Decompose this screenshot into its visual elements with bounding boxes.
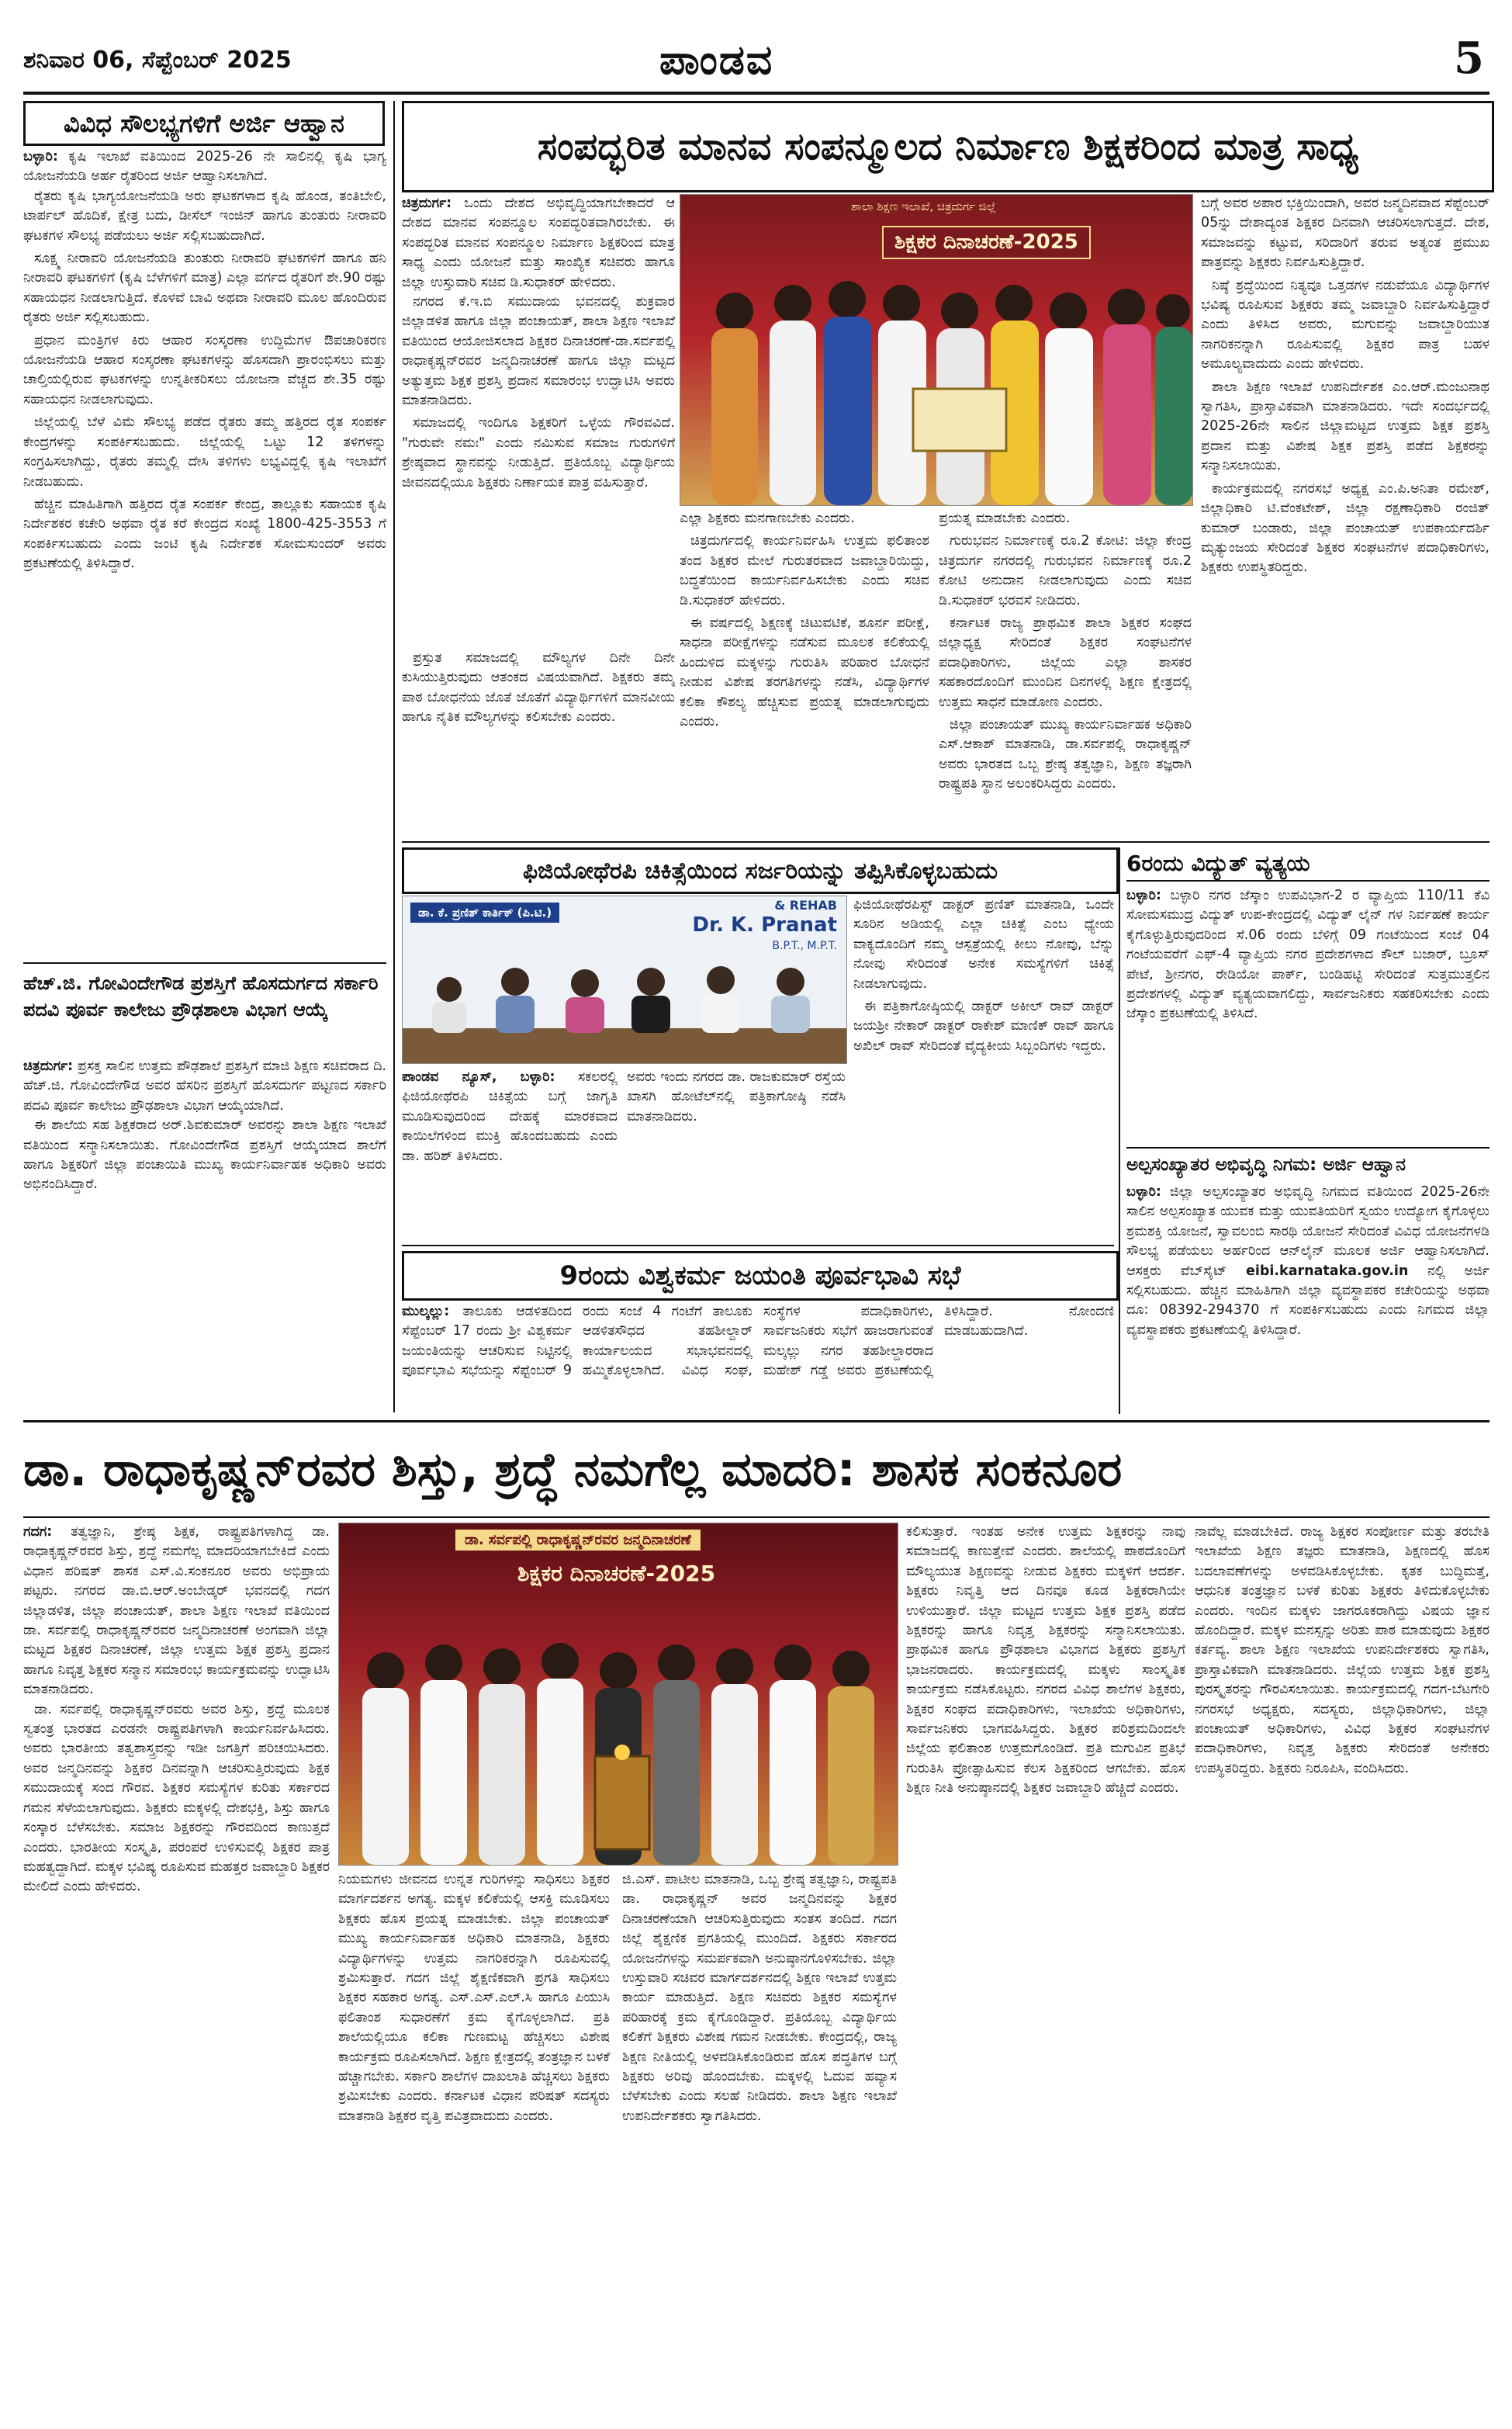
headline-college: ಹೆಚ್.ಜಿ. ಗೋವಿಂದೇಗೌಡ ಪ್ರಶಸ್ತಿಗೆ ಹೊಸದುರ್ಗದ ಸರ್ಕಾರಿ ಪದವಿ ಪೂರ್ವ ಕಾಲೇಜು ಪ್ರೌಢಶಾಲಾ ವಿಭಾಗ ಆಯ್ಕೆ [23, 972, 379, 1020]
headline-schemes: ವಿವಿಧ ಸೌಲಭ್ಯಗಳಿಗೆ ಅರ್ಜಿ ಆಹ್ವಾನ [23, 101, 385, 146]
paragraph: ಜಿಲ್ಲಾ ಪಂಚಾಯತ್ ಮುಖ್ಯ ಕಾರ್ಯನಿರ್ವಾಹಕ ಅಧಿಕಾರಿ ಎಸ್.ಆಕಾಶ್ ಮಾತನಾಡಿ, ಡಾ.ಸರ್ವಪಲ್ಲಿ ರಾಧಾಕೃಷ್ಣನ್ ಅವರು ಭಾರತದ ಒಬ್ಬ ಶ್ರೇಷ್ಠ ತತ್ವಜ್ಞಾನಿ, ಶಿಕ್ಷಣ ತಜ್ಞರಾಗಿ ರಾಷ್ಟ್ರಪತಿ ಸ್ಥಾನ ಅಲಂಕರಿಸಿದ್ದರು ಎಂದರು. [939, 717, 1192, 792]
photo-sign-right2: B.P.T., M.P.T. [772, 940, 837, 952]
masthead-rule [23, 92, 1490, 95]
photo-sign-left: ಡಾ. ಕೆ. ಪ್ರಣಿತ್ ಕಾರ್ತಿಕ್ (ಪಿ.ಟಿ.) [410, 903, 559, 923]
photo-people [680, 195, 1192, 505]
separator [23, 962, 386, 964]
paragraph: ಚಿತ್ರದುರ್ಗದಲ್ಲಿ ಕಾರ್ಯನಿರ್ವಹಿಸಿ ಉತ್ತಮ ಫಲಿತಾಂಶ ತಂದ ಶಿಕ್ಷಕರ ಮೇಲೆ ಗುರುತರವಾದ ಜವಾಬ್ದಾರಿಯಿದ್ದು, ಬದ್ಧತೆಯಿಂದ ಕಾರ್ಯನಿರ್ವಹಿಸಬೇಕು ಎಂದು ಸಚಿವ ಡಿ.ಸುಧಾಕರ್ ಹೇಳಿದರು. [680, 533, 929, 608]
paragraph: ಪ್ರಧಾನ ಮಂತ್ರಿಗಳ ಕಿರು ಆಹಾರ ಸಂಸ್ಕರಣಾ ಉದ್ದಿಮೆಗಳ ಔಪಚಾರಿಕರಣ ಯೋಜನೆಯಡಿ ಆಹಾರ ಸಂಸ್ಕರಣಾ ಘಟಕಗಳನ್ನು ಹೊಸದಾಗಿ ಪ್ರಾರಂಭಿಸಲು ಮತ್ತು ಚಾಲ್ತಿಯಲ್ಲಿರುವ ಘಟಕಗಳನ್ನು ಉನ್ನತೀಕರಿಸಲು ಯೋಜನಾ ವೆಚ್ಚದ ಶೇ.35 ರಷ್ಟು ಸಹಾಯಧನ ನೀಡಲಾಗುವುದು. [23, 332, 386, 407]
paragraph: ರೈತರು ಕೃಷಿ ಭಾಗ್ಯಯೋಜನೆಯಡಿ ಅರು ಘಟಕಗಳಾದ ಕೃಷಿ ಹೊಂಡ, ತಂತಿಬೇಲಿ, ಟಾರ್ಪಲ್ ಹೊದಿಕೆ, ಕ್ಷೇತ್ರ ಬದು, ಡೀಸೆಲ್ ಇಂಜಿನ್ ಹಾಗೂ ತುಂತುರು ನೀರಾವರಿ ಘಟಕಗಳ ಸೌಲಭ್ಯ ಪಡೆಯಲು ಅರ್ಜಿ ಸಲ್ಲಿಸಬಹುದಾಗಿದೆ. [23, 188, 386, 244]
paragraph: ಬಳ್ಳಾರಿ ನಗರ ಜೆಸ್ಕಾಂ ಉಪವಿಭಾಗ-2 ರ ವ್ಯಾಪ್ತಿಯ 110/11 ಕೆವಿ ಸೋಮಸಮುದ್ರ ವಿದ್ಯುತ್ ಉಪ-ಕೇಂದ್ರದಲ್ಲಿ ವಿದ್ಯುತ್ ಲೈನ್ ಗಳ ನಿರ್ವಹಣೆ ಕಾರ್ಯ ಕೈಗೊಳ್ಳುತ್ತಿರುವುದರಿಂದ ಸೆ.06 ರಂದು ಬೆಳಿಗ್ಗೆ 09 ಗಂಟೆಯಿಂದ ಸಂಜೆ 04 ಗಂಟೆಯವರೆಗೆ ಎಫ್-4 ವ್ಯಾಪ್ತಿಯ ನಗರ ಪ್ರದೇಶಗಳಾದ ಕೌಲ್ ಬಜಾರ್, ಬ್ರೂಸ್ ಪೇಟೆ, ಶ್ರೀನಗರ, ರೇಡಿಯೋ ಪಾರ್ಕ್, ಬಂಡಿಹಟ್ಟಿ ಸೇರಿದಂತೆ ಸುತ್ತಮುತ್ತಲಿನ ಪ್ರದೇಶಗಳಲ್ಲಿ ವಿದ್ಯುತ್ ವ್ಯತ್ಯಯವಾಗಲಿದ್ದು, ಸಾರ್ವಜನಿಕರು ಸಹಕರಿಸಬೇಕು ಎಂದು ಜೆಸ್ಕಾಂ ಪ್ರಕಟಣೆಯಲ್ಲಿ ತಿಳಿಸಿದೆ. [1126, 888, 1490, 1022]
paragraph: ಎಲ್ಲಾ ಶಿಕ್ಷಕರು ಮನಗಾಣಬೇಕು ಎಂದರು. [680, 511, 855, 526]
paragraph: ಅವರು ಇಂದು ನಗರದ ಡಾ. ರಾಜಕುಮಾರ್ ರಸ್ತೆಯ ಖಾಸಗಿ ಹೋಟೆಲ್‌ನಲ್ಲಿ ಪತ್ರಿಕಾಗೋಷ್ಠಿ ನಡೆಸಿ ಮಾತನಾಡಿದರು. [627, 1069, 846, 1124]
photo-banner: ಶಿಕ್ಷಕರ ದಿನಾಚರಣೆ-2025 [882, 226, 1091, 259]
newspaper-title: ಪಾಂಡವ [659, 37, 774, 84]
dateline: ಬಳ್ಳಾರಿ: [23, 149, 58, 165]
paragraph: ನಾವೆಲ್ಲ ಮಾಡಬೇಕಿದೆ. ರಾಜ್ಯ ಶಿಕ್ಷಕರ ಸಂಪೋರ್ಣ ಮತ್ತು ತರಬೇತಿ ಇಲಾಖೆಯ ಶಿಕ್ಷಣ ತಜ್ಞರು ಮಾತನಾಡಿ, ಶಿಕ್ಷಣದಲ್ಲಿ ಹೊಸ ಬದಲಾವಣೆಗಳನ್ನು ಅಳವಡಿಸಿಕೊಳ್ಳಬೇಕು. ಕೃತಕ ಬುದ್ಧಿಮತ್ತೆ, ಆಧುನಿಕ ತಂತ್ರಜ್ಞಾನ ಬಳಕೆ ಕುರಿತು ಶಿಕ್ಷಕರು ತಿಳಿದುಕೊಳ್ಳಬೇಕು ಎಂದರು. ಇಂದಿನ ಮಕ್ಕಳು ಜಾಗರೂಕರಾಗಿದ್ದು ವಿಷಯ ಜ್ಞಾನ ಹೊಂದಿದ್ದಾರೆ. ಮಕ್ಕಳ ಮನಸ್ಸನ್ನು ಅರಿತು ಪಾಠ ಮಾಡುವುದು ಶಿಕ್ಷಕರ ಕರ್ತವ್ಯ. ಶಾಲಾ ಶಿಕ್ಷಣ ಇಲಾಖೆಯ ಉಪನಿರ್ದೇಶಕರು ಸ್ವಾಗತಿಸಿ, ಪ್ರಾಸ್ತಾವಿಕವಾಗಿ ಮಾತನಾಡಿದರು. ಜಿಲ್ಲೆಯ ಉತ್ತಮ ಶಿಕ್ಷಕ ಪ್ರಶಸ್ತಿ ಪುರಸ್ಕೃತರನ್ನು ಗೌರವಿಸಲಾಯಿತು. ಕಾರ್ಯಕ್ರಮದಲ್ಲಿ ಗದಗ-ಬೆಟಗೇರಿ ನಗರಸಭೆ ಅಧ್ಯಕ್ಷರು, ಸದಸ್ಯರು, ಜಿಲ್ಲಾಧಿಕಾರಿಗಳು, ಜಿಲ್ಲಾ ಪಂಚಾಯತ್ ಅಧಿಕಾರಿಗಳು, ವಿವಿಧ ಶಿಕ್ಷಕರ ಸಂಘಟನೆಗಳ ಪದಾಧಿಕಾರಿಗಳು, ನಿವೃತ್ತ ಶಿಕ್ಷಕರು ಸೇರಿದಂತೆ ಅನೇಕರು ಉಪಸ್ಥಿತರಿದ್ದರು. ಶಿಕ್ಷಕರು ನಿರೂಪಿಸಿ, ವಂದಿಸಿದರು. [1195, 1524, 1490, 1776]
paragraph: ನಗರದ ಕೆ.ಇ.ಬಿ ಸಮುದಾಯ ಭವನದಲ್ಲಿ ಶುಕ್ರವಾರ ಜಿಲ್ಲಾಡಳಿತ ಹಾಗೂ ಜಿಲ್ಲಾ ಪಂಚಾಯತ್, ಶಾಲಾ ಶಿಕ್ಷಣ ಇಲಾಖೆ ವತಿಯಿಂದ ಆಯೋಜಿಸಲಾದ ಶಿಕ್ಷಕರ ದಿನಾಚರಣೆ-ಡಾ.ಸರ್ವಪಲ್ಲಿ ರಾಧಾಕೃಷ್ಣನ್‌ರವರ ಜನ್ಮದಿನಾಚರಣೆ ಹಾಗೂ ಜಿಲ್ಲಾ ಮಟ್ಟದ ಅತ್ಯುತ್ತಮ ಶಿಕ್ಷಕ ಪ್ರಶಸ್ತಿ ಪ್ರದಾನ ಸಮಾರಂಭ ಉದ್ಘಾಟಿಸಿ ಅವರು ಮಾತನಾಡಿದರು. [402, 294, 675, 409]
article-mla-col5 [1195, 1523, 1490, 2407]
photo-physio [402, 896, 847, 1064]
paragraph: ಸಮಾಜದಲ್ಲಿ ಇಂದಿಗೂ ಶಿಕ್ಷಕರಿಗೆ ಒಳ್ಳೆಯ ಗೌರವವಿದೆ. "ಗುರುವೇ ನಮಃ" ಎಂದು ನಮಿಸುವ ಸಮಾಜ ಗುರುಗಳಿಗೆ ಶ್ರೇಷ್ಠವಾದ ಸ್ಥಾನವನ್ನು ನೀಡುತ್ತಿದೆ. ಪ್ರತಿಯೊಬ್ಬ ವಿದ್ಯಾರ್ಥಿಯ ಜೀವನದಲ್ಲಿಯೂ ಶಿಕ್ಷಕರು ನಿರ್ಣಾಯಕ ಪಾತ್ರ ವಹಿಸುತ್ತಾರೆ. [402, 415, 675, 490]
article-vishwakarma-body [402, 1302, 1114, 1415]
paragraph: ನಲ್ಲಿ ಅರ್ಜಿ ಸಲ್ಲಿಸಬಹುದು. ಹೆಚ್ಚಿನ ಮಾಹಿತಿಗಾಗಿ ಜಿಲ್ಲಾ ವ್ಯವಸ್ಥಾಪಕರ ಕಚೇರಿಯನ್ನು ಅಥವಾ ದೂ: 08392-294370 ಗೆ ಸಂಪರ್ಕಿಸಬಹುದು ಎಂದು ನಿಗಮದ ಜಿಲ್ಲಾ ವ್ಯವಸ್ಥಾಪಕರು ಪ್ರಕಟಣೆಯಲ್ಲಿ ತಿಳಿಸಿದ್ದಾರೆ. [1126, 1263, 1490, 1338]
paragraph: ನಿಯಮಗಳು ಜೀವನದ ಉನ್ನತ ಗುರಿಗಳನ್ನು ಸಾಧಿಸಲು ಶಿಕ್ಷಕರ ಮಾರ್ಗದರ್ಶನ ಅಗತ್ಯ. ಮಕ್ಕಳ ಕಲಿಕೆಯಲ್ಲಿ ಆಸಕ್ತಿ ಮೂಡಿಸಲು ಶಿಕ್ಷಕರು ಹೊಸ ಪ್ರಯತ್ನ ಮಾಡಬೇಕು. ಜಿಲ್ಲಾ ಪಂಚಾಯತ್ ಮುಖ್ಯ ಕಾರ್ಯನಿರ್ವಾಹಕ ಅಧಿಕಾರಿ ಮಾತನಾಡಿ, ಶಿಕ್ಷಕರು ವಿದ್ಯಾರ್ಥಿಗಳನ್ನು ಉತ್ತಮ ನಾಗರಿಕರನ್ನಾಗಿ ರೂಪಿಸುವಲ್ಲಿ ಶ್ರಮಿಸುತ್ತಾರೆ. ಗದಗ ಜಿಲ್ಲೆ ಶೈಕ್ಷಣಿಕವಾಗಿ ಪ್ರಗತಿ ಸಾಧಿಸಲು ಶಿಕ್ಷಕರ ಸಹಕಾರ ಅಗತ್ಯ. ಎಸ್.ಎಸ್.ಎಲ್.ಸಿ ಹಾಗೂ ಪಿಯುಸಿ ಫಲಿತಾಂಶ ಸುಧಾರಣೆಗೆ ಕ್ರಮ ಕೈಗೊಳ್ಳಲಾಗಿದೆ. ಪ್ರತಿ ಶಾಲೆಯಲ್ಲಿಯೂ ಕಲಿಕಾ ಗುಣಮಟ್ಟ ಹೆಚ್ಚಿಸಲು ವಿಶೇಷ ಕಾರ್ಯಕ್ರಮ ರೂಪಿಸಲಾಗಿದೆ. ಶಿಕ್ಷಣ ಕ್ಷೇತ್ರದಲ್ಲಿ ತಂತ್ರಜ್ಞಾನ ಬಳಕೆ ಹೆಚ್ಚಾಗಬೇಕು. ಸರ್ಕಾರಿ ಶಾಲೆಗಳ ದಾಖಲಾತಿ ಹೆಚ್ಚಿಸಲು ಶಿಕ್ಷಕರು ಶ್ರಮಿಸಬೇಕು ಎಂದರು. ಕರ್ನಾಟಕ ವಿಧಾನ ಪರಿಷತ್ ಸದಸ್ಯರು ಮಾತನಾಡಿ ಶಿಕ್ಷಕರ ವೃತ್ತಿ ಪವಿತ್ರವಾದುದು ಎಂದರು. [338, 1872, 610, 2124]
article-teachers-below-left [680, 509, 929, 835]
photo-mla-people [339, 1523, 898, 1865]
article-mla-col3 [622, 1870, 897, 2406]
photo-teachers-day [680, 194, 1193, 506]
headline-teachers: ಸಂಪದ್ಭರಿತ ಮಾನವ ಸಂಪನ್ಮೂಲದ ನಿರ್ಮಾಣ ಶಿಕ್ಷಕರಿಂದ ಮಾತ್ರ ಸಾಧ್ಯ [402, 101, 1494, 192]
headline-physio: ಫಿಜಿಯೋಥೆರಪಿ ಚಿಕಿತ್ಸೆಯಿಂದ ಸರ್ಜರಿಯನ್ನು ತಪ್ಪಿಸಿಕೊಳ್ಳಬಹುದು [402, 847, 1119, 894]
paragraph: ಫಿಜಿಯೋಥೆರಪಿಸ್ಟ್ ಡಾಕ್ಟರ್ ಪ್ರಣಿತ್ ಮಾತನಾಡಿ, ಒಂದೇ ಸೂರಿನ ಅಡಿಯಲ್ಲಿ ಎಲ್ಲಾ ಚಿಕಿತ್ಸೆ ಎಂಬ ಧ್ಯೇಯ ವಾಕ್ಯದೊಂದಿಗೆ ನಮ್ಮ ಆಸ್ಪತ್ರೆಯಲ್ಲಿ ಕೀಲು ನೋವು, ಬೆನ್ನು ನೋವು ಸೇರಿದಂತೆ ಅನೇಕ ಸಮಸ್ಯೆಗಳಿಗೆ ಚಿಕಿತ್ಸೆ ನೀಡಲಾಗುವುದು. [853, 897, 1114, 992]
paragraph: ಕಾರ್ಯಕ್ರಮದಲ್ಲಿ ನಗರಸಭೆ ಅಧ್ಯಕ್ಷ ಎಂ.ಪಿ.ಅನಿತಾ ರಮೇಶ್, ಜಿಲ್ಲಾಧಿಕಾರಿ ಟಿ.ವೆಂಕಟೇಶ್, ಜಿಲ್ಲಾ ರಕ್ಷಣಾಧಿಕಾರಿ ರಂಜಿತ್ ಕುಮಾರ್ ಬಂಡಾರು, ಜಿಲ್ಲಾ ಪಂಚಾಯತ್ ಉಪಕಾರ್ಯದರ್ಶಿ ಮೃತ್ಯುಂಜಯ ಸೇರಿದಂತೆ ಶಿಕ್ಷಕರ ಸಂಘಟನೆಗಳ ಪದಾಧಿಕಾರಿಗಳು, ಶಿಕ್ಷಕರು ಉಪಸ್ಥಿತರಿದ್ದರು. [1201, 480, 1490, 576]
paragraph: ತಾಲೂಕು ಆಡಳಿತದಿಂದ ಸೆಪ್ಟೆಂಬರ್ 17 ರಂದು ಶ್ರೀ ವಿಶ್ವಕರ್ಮ ಜಯಂತಿಯನ್ನು ಆಚರಿಸುವ ನಿಟ್ಟಿನಲ್ಲಿ ಪೂರ್ವಭಾವಿ ಸಭೆಯನ್ನು ಸೆಪ್ಟೆಂಬರ್ 9 ರಂದು ಸಂಜೆ 4 ಗಂಟೆಗೆ ತಾಲೂಕು ಆಡಳಿತಸೌಧದ ತಹಶೀಲ್ದಾರ್ ಕಾರ್ಯಾಲಯದ ಸಭಾಭವನದಲ್ಲಿ ಹಮ್ಮಿಕೊಳ್ಳಲಾಗಿದೆ. ವಿವಿಧ ಸಂಘ, ಸಂಸ್ಥೆಗಳ ಪದಾಧಿಕಾರಿಗಳು, ಸಾರ್ವಜನಿಕರು ಸಭೆಗೆ ಹಾಜರಾಗುವಂತೆ ಮಲ್ಕಲ್ಲು ನಗರ ತಹಶೀಲ್ದಾರರಾದ ಮಹೇಶ್ ಗಡ್ಡೆ ಅವರು ಪ್ರಕಟಣೆಯಲ್ಲಿ ತಿಳಿಸಿದ್ದಾರೆ. ನೋಂದಣಿ ಮಾಡಬಹುದಾಗಿದೆ. [402, 1304, 1114, 1379]
paragraph: ಈ ಪತ್ರಿಕಾಗೋಷ್ಠಿಯಲ್ಲಿ ಡಾಕ್ಟರ್ ಅಕೀಲ್ ರಾವ್ ಡಾಕ್ಟರ್ ಜಯಶ್ರೀ ನೇಕಾರ್ ಡಾಕ್ಟರ್ ರಾಕೇಶ್ ಮಾಣಿಕ್ ರಾವ್ ಹಾಗೂ ಅಖಿಲ್ ರಾವ್ ಸೇರಿದಂತೆ ವೈದ್ಯಕೀಯ ಸಿಬ್ಬಂದಿಗಳು ಇದ್ದರು. [853, 999, 1114, 1054]
separator [402, 1245, 1114, 1246]
separator [1126, 1147, 1490, 1149]
article-teachers-col1-cont [402, 649, 675, 835]
paragraph: ಸಕಲರಲ್ಲಿ ಫಿಜಿಯೋಥೆರಪಿ ಚಿಕಿತ್ಸೆಯ ಬಗ್ಗೆ ಜಾಗೃತಿ ಮೂಡಿಸುವುದರಿಂದ ದೇಹಕ್ಕೆ ಮಾರಕವಾದ ಕಾಯಿಲೆಗಳಿಂದ ಮುಕ್ತಿ ಹೊಂದಬಹುದು ಎಂದು ಡಾ. ಹರಿಶ್ ತಿಳಿಸಿದರು. [402, 1069, 618, 1164]
separator [402, 841, 1490, 843]
headline-mla: ಡಾ. ರಾಧಾಕೃಷ್ಣನ್‌ರವರ ಶಿಸ್ತು, ಶ್ರದ್ಧೆ ನಮಗೆಲ್ಲ ಮಾದರಿ: ಶಾಸಕ ಸಂಕನೂರ [23, 1443, 1123, 1497]
paragraph: ಕಲಿಸುತ್ತಾರೆ. ಇಂತಹ ಅನೇಕ ಉತ್ತಮ ಶಿಕ್ಷಕರನ್ನು ನಾವು ಸಮಾಜದಲ್ಲಿ ಕಾಣುತ್ತೇವೆ ಎಂದರು. ಶಾಲೆಯಲ್ಲಿ ಪಾಠದೊಂದಿಗೆ ಮೌಲ್ಯಯುತ ಶಿಕ್ಷಣವನ್ನು ನೀಡುವ ಶಿಕ್ಷಕರು ಮಕ್ಕಳಿಗೆ ಆದರ್ಶ. ಶಿಕ್ಷಕರು ನಿವೃತ್ತಿ ಆದ ದಿನವೂ ಕೂಡ ಶಿಕ್ಷಕರಾಗಿಯೇ ಉಳಿಯುತ್ತಾರೆ. ಜಿಲ್ಲಾ ಮಟ್ಟದ ಉತ್ತಮ ಶಿಕ್ಷಕ ಪ್ರಶಸ್ತಿ ಪಡೆದ ಶಿಕ್ಷಕರನ್ನು ಹಾಗೂ ನಿವೃತ್ತ ಶಿಕ್ಷಕರನ್ನು ಸನ್ಮಾನಿಸಲಾಯಿತು. ಪ್ರಾಥಮಿಕ ಹಾಗೂ ಪ್ರೌಢಶಾಲಾ ವಿಭಾಗದ ಶಿಕ್ಷಕರು ಪ್ರಶಸ್ತಿಗೆ ಭಾಜನರಾದರು. ಕಾರ್ಯಕ್ರಮದಲ್ಲಿ ಮಕ್ಕಳು ಸಾಂಸ್ಕೃತಿಕ ಕಾರ್ಯಕ್ರಮ ನಡೆಸಿಕೊಟ್ಟರು. ನಗರದ ವಿವಿಧ ಶಾಲೆಗಳ ಶಿಕ್ಷಕರು, ಶಿಕ್ಷಕರ ಸಂಘದ ಪದಾಧಿಕಾರಿಗಳು, ಇಲಾಖೆಯ ಅಧಿಕಾರಿಗಳು, ಸಾರ್ವಜನಿಕರು ಭಾಗವಹಿಸಿದ್ದರು. ಶಿಕ್ಷಕರ ಪರಿಶ್ರಮದಿಂದಲೇ ಜಿಲ್ಲೆಯ ಫಲಿತಾಂಶ ಉತ್ತಮಗೊಂಡಿದೆ. ಪ್ರತಿ ಮಗುವಿನ ಪ್ರತಿಭೆ ಗುರುತಿಸಿ ಪ್ರೋತ್ಸಾಹಿಸುವ ಕೆಲಸ ಶಿಕ್ಷಕರಿಂದ ಆಗಬೇಕು. ಹೊಸ ಶಿಕ್ಷಣ ನೀತಿ ಅನುಷ್ಠಾನದಲ್ಲಿ ಶಿಕ್ಷಕರ ಜವಾಬ್ದಾರಿ ಹೆಚ್ಚಿದೆ ಎಂದರು. [906, 1524, 1185, 1797]
article-college-body [23, 1057, 386, 1422]
issue-date: ಶನಿವಾರ 06, ಸೆಪ್ಟೆಂಬರ್ 2025 [23, 47, 292, 74]
dateline: ಬಳ್ಳಾರಿ: [1126, 888, 1161, 903]
headline-vishwakarma: 9ರಂದು ವಿಶ್ವಕರ್ಮ ಜಯಂತಿ ಪೂರ್ವಭಾವಿ ಸಭೆ [402, 1251, 1119, 1301]
paragraph: ಕರ್ನಾಟಕ ರಾಜ್ಯ ಪ್ರಾಥಮಿಕ ಶಾಲಾ ಶಿಕ್ಷಕರ ಸಂಘದ ಜಿಲ್ಲಾಧ್ಯಕ್ಷ ಸೇರಿದಂತೆ ಶಿಕ್ಷಕರ ಸಂಘಟನೆಗಳ ಪದಾಧಿಕಾರಿಗಳು, ಜಿಲ್ಲೆಯ ಎಲ್ಲಾ ಶಾಸಕರ ಸಹಕಾರದೊಂದಿಗೆ ಮುಂದಿನ ದಿನಗಳಲ್ಲಿ ಶಿಕ್ಷಣ ಕ್ಷೇತ್ರದಲ್ಲಿ ಉತ್ತಮ ಸಾಧನೆ ಮಾಡೋಣ ಎಂದರು. [939, 615, 1192, 710]
paragraph: ಪ್ರಯತ್ನ ಮಾಡಬೇಕು ಎಂದರು. [939, 511, 1071, 526]
article-power-body [1126, 886, 1490, 1144]
dateline: ಗದಗ: [23, 1524, 53, 1540]
separator [23, 1516, 1490, 1518]
article-mla-col2 [338, 1870, 610, 2406]
photo-sign-right: Dr. K. Pranat [692, 913, 837, 937]
article-teachers-col1 [402, 194, 675, 644]
headline-power: 6ರಂದು ವಿದ್ಯುತ್ ವ್ಯತ್ಯಯ [1126, 847, 1490, 882]
photo-physio-people [403, 896, 846, 1063]
paragraph: ಜಿಲ್ಲೆಯಲ್ಲಿ ಬೆಳೆ ವಿಮೆ ಸೌಲಭ್ಯ ಪಡೆದ ರೈತರು ತಮ್ಮ ಹತ್ತಿರದ ರೈತ ಸಂಪರ್ಕ ಕೇಂದ್ರಗಳನ್ನು ಸಂಪರ್ಕಿಸಬಹುದು. ಜಿಲ್ಲೆಯಲ್ಲಿ ಒಟ್ಟು 12 ತಳಿಗಳನ್ನು ಸಂಗ್ರಹಿಸಲಾಗಿದ್ದು, ರೈತರು ತಮ್ಮಲ್ಲಿ ದೇಸಿ ತಳಿಗಳು ಲಭ್ಯವಿದ್ದಲ್ಲಿ ಕೃಷಿ ಇಲಾಖೆಗೆ ನೀಡಬಹುದು. [23, 414, 386, 490]
paragraph: ಹೆಚ್ಚಿನ ಮಾಹಿತಿಗಾಗಿ ಹತ್ತಿರದ ರೈತ ಸಂಪರ್ಕ ಕೇಂದ್ರ, ತಾಲ್ಲೂಕು ಸಹಾಯಕ ಕೃಷಿ ನಿರ್ದೇಶಕರ ಕಚೇರಿ ಅಥವಾ ರೈತ ಕರೆ ಕೇಂದ್ರದ ಸಂಖ್ಯೆ 1800-425-3553 ಗೆ ಸಂಪರ್ಕಿಸಬಹುದು ಎಂದು ಜಂಟಿ ಕೃಷಿ ನಿರ್ದೇಶಕ ಸೋಮಸುಂದರ್ ಅವರು ಪ್ರಕಟಣೆಯಲ್ಲಿ ತಿಳಿಸಿದ್ದಾರೆ. [23, 496, 386, 572]
headline-minority: ಅಲ್ಪಸಂಖ್ಯಾತರ ಅಭಿವೃದ್ಧಿ ನಿಗಮ: ಅರ್ಜಿ ಆಹ್ವಾನ [1126, 1155, 1406, 1175]
paragraph: ಜಿಲ್ಲಾ ಅಲ್ಪಸಂಖ್ಯಾತರ ಅಭಿವೃದ್ಧಿ ನಿಗಮದ ವತಿಯಿಂದ 2025-26ನೇ ಸಾಲಿನ ಅಲ್ಪಸಂಖ್ಯಾತ ಯುವಕ ಮತ್ತು ಯುವತಿಯರಿಗೆ ಸ್ವಯಂ ಉದ್ಯೋಗ ಕೈಗೊಳ್ಳಲು ಶ್ರಮಶಕ್ತಿ ಯೋಜನೆ, ಸ್ವಾವಲಂಬಿ ಸಾರಥಿ ಯೋಜನೆ ಸೇರಿದಂತೆ ವಿವಿಧ ಯೋಜನೆಗಳಡಿ ಸೌಲಭ್ಯ ಪಡೆಯಲು ಅರ್ಹರಿಂದ ಆನ್‌ಲೈನ್ ಮೂಲಕ ಅರ್ಜಿ ಆಹ್ವಾನಿಸಲಾಗಿದೆ. ಆಸಕ್ತರು ವೆಬ್‌ಸೈಟ್ [1126, 1184, 1490, 1279]
photo-sub: ಶಿಕ್ಷಕರ ದಿನಾಚರಣೆ-2025 [517, 1561, 716, 1586]
page-number: 5 [1454, 33, 1484, 84]
dateline: ಚಿತ್ರದುರ್ಗ: [402, 196, 452, 211]
paragraph: ಶಾಲಾ ಶಿಕ್ಷಣ ಇಲಾಖೆ ಉಪನಿರ್ದೇಶಕ ಎಂ.ಆರ್.ಮಂಜುನಾಥ ಸ್ವಾಗತಿಸಿ, ಪ್ರಾಸ್ತಾವಿಕವಾಗಿ ಮಾತನಾಡಿದರು. ಇದೇ ಸಂದರ್ಭದಲ್ಲಿ 2025-26ನೇ ಸಾಲಿನ ಜಿಲ್ಲಾಮಟ್ಟದ ಉತ್ತಮ ಶಿಕ್ಷಕ ಪ್ರಶಸ್ತಿ ಪ್ರದಾನ ಮತ್ತು ವಿಶೇಷ ಶಿಕ್ಷಕ ಪ್ರಶಸ್ತಿ ಪಡೆದ ಶಿಕ್ಷಕರನ್ನು ಸನ್ಮಾನಿಸಲಾಯಿತು. [1201, 379, 1490, 474]
paragraph: ಪ್ರಸಕ್ತ ಸಾಲಿನ ಉತ್ತಮ ಪೌಢಶಾಲೆ ಪ್ರಶಸ್ತಿಗೆ ಮಾಜಿ ಶಿಕ್ಷಣ ಸಚಿವರಾದ ದಿ. ಹೆಚ್.ಜಿ. ಗೋವಿಂದೇಗೌಡ ಅವರ ಹೆಸರಿನ ಪ್ರಶಸ್ತಿಗೆ ಹೊಸದುರ್ಗ ಪಟ್ಟಣದ ಸರ್ಕಾರಿ ಪದವಿ ಪೂರ್ವ ಕಾಲೇಜು ಪ್ರೌಢಶಾಲಾ ವಿಭಾಗ ಆಯ್ಕೆಯಾಗಿದೆ. [23, 1059, 386, 1114]
paragraph: ಡಾ. ಸರ್ವಪಲ್ಲಿ ರಾಧಾಕೃಷ್ಣನ್‌ರವರು ಅವರ ಶಿಸ್ತು, ಶ್ರದ್ಧೆ ಮೂಲಕ ಸ್ವತಂತ್ರ ಭಾರತದ ಎರಡನೇ ರಾಷ್ಟ್ರಪತಿಗಳಾಗಿ ಕಾರ್ಯನಿರ್ವಹಿಸಿದರು. ಅವರು ಭಾರತೀಯ ತತ್ವಶಾಸ್ತ್ರವನ್ನು ಇಡೀ ಜಗತ್ತಿಗೆ ಪರಿಚಯಿಸಿದರು. ಅವರ ಜನ್ಮದಿನವನ್ನು ಶಿಕ್ಷಕರ ದಿನವನ್ನಾಗಿ ಆಚರಿಸುತ್ತಿರುವುದು ಶಿಕ್ಷಕ ಸಮುದಾಯಕ್ಕೆ ಸಂದ ಗೌರವ. ಶಿಕ್ಷಕರ ಸಮಸ್ಯೆಗಳ ಕುರಿತು ಸರ್ಕಾರದ ಗಮನ ಸೆಳೆಯಲಾಗುವುದು. ಶಿಕ್ಷಕರು ಮಕ್ಕಳಲ್ಲಿ ದೇಶಭಕ್ತಿ, ಶಿಸ್ತು ಹಾಗೂ ಸಂಸ್ಕಾರ ಬೆಳೆಸಬೇಕು. ಸಮಾಜ ಶಿಕ್ಷಕರನ್ನು ಗೌರವದಿಂದ ಕಾಣುತ್ತದೆ ಎಂದರು. ಭಾರತೀಯ ಸಂಸ್ಕೃತಿ, ಪರಂಪರೆ ಉಳಿಸುವಲ್ಲಿ ಶಿಕ್ಷಕರ ಪಾತ್ರ ಮಹತ್ವದ್ದಾಗಿದೆ. ಮಕ್ಕಳ ಭವಿಷ್ಯ ರೂಪಿಸುವ ಮಹತ್ತರ ಜವಾಬ್ದಾರಿ ಶಿಕ್ಷಕರ ಮೇಲಿದೆ ಎಂದು ಹೇಳಿದರು. [23, 1701, 330, 1895]
paragraph: ಈ ವರ್ಷದಲ್ಲಿ ಶಿಕ್ಷಣಕ್ಕೆ ಚಿಟುವಟಿಕೆ, ಶೂರ್ನ ಪರೀಕ್ಷೆ, ಸಾಧನಾ ಪರೀಕ್ಷೆಗಳನ್ನು ನಡೆಸುವ ಮೂಲಕ ಕಲಿಕೆಯಲ್ಲಿ ಹಿಂದುಳಿದ ಮಕ್ಕಳನ್ನು ಗುರುತಿಸಿ ಪರಿಹಾರ ಬೋಧನೆ ನೀಡುವ ವಿಶೇಷ ತರಗತಿಗಳನ್ನು ನಡೆಸಿ, ವಿದ್ಯಾರ್ಥಿಗಳ ಕಲಿಕಾ ಕೌಶಲ್ಯ ಹೆಚ್ಚಿಸುವ ಪ್ರಯತ್ನ ಮಾಡಲಾಗುವುದು ಎಂದರು. [680, 615, 929, 730]
column-rule [1119, 847, 1120, 1414]
article-minority-body [1126, 1183, 1490, 1415]
paragraph: ನಿಷ್ಠೆ ಶ್ರದ್ಧೆಯಿಂದ ನಿತ್ಯವೂ ಒತ್ತಡಗಳ ನಡುವೆಯೂ ವಿದ್ಯಾರ್ಥಿಗಳ ಭವಿಷ್ಯ ರೂಪಿಸುವ ಶಿಕ್ಷಕರು ತಮ್ಮ ಜವಾಬ್ದಾರಿ ನಿರ್ವಹಿಸುತ್ತಿದ್ದಾರೆ ಎಂದು ತಿಳಿಸಿದ ಅವರು, ಮಗುವನ್ನು ಜವಾಬ್ದಾರಿಯುತ ನಾಗರಿಕನನ್ನಾಗಿ ರೂಪಿಸುವಲ್ಲಿ ಶಿಕ್ಷಕರ ಪಾತ್ರ ಬಹಳ ಅಮೂಲ್ಯವಾದುದು ಎಂದು ಹೇಳಿದರು. [1201, 277, 1490, 372]
paragraph: ಬಗ್ಗೆ ಅವರ ಅಪಾರ ಭಕ್ತಿಯಿಂದಾಗಿ, ಅವರ ಜನ್ಮದಿನವಾದ ಸೆಪ್ಟೆಂಬರ್ 05ನ್ನು ದೇಶಾದ್ಯಂತ ಶಿಕ್ಷಕರ ದಿನವಾಗಿ ಆಚರಿಸಲಾಗುತ್ತದೆ. ದೇಶ, ಸಮಾಜವನ್ನು ಕಟ್ಟುವ, ಸರಿದಾರಿಗೆ ತರುವ ಅತ್ಯಂತ ಪ್ರಮುಖ ಪಾತ್ರವನ್ನು ಶಿಕ್ಷಕರು ನಿರ್ವಹಿಸುತ್ತಿದ್ದಾರೆ. [1201, 196, 1490, 271]
article-teachers-below-right [939, 509, 1192, 835]
article-mla-col1 [23, 1523, 330, 2407]
photo-top-text: ಶಾಲಾ ಶಿಕ್ಷಣ ಇಲಾಖೆ, ಚಿತ್ರದುರ್ಗ ಜಿಲ್ಲೆ [851, 199, 996, 213]
section-rule [23, 1420, 1490, 1422]
paragraph: ಒಂದು ದೇಶದ ಅಭಿವೃದ್ಧಿಯಾಗಬೇಕಾದರೆ ಆ ದೇಶದ ಮಾನವ ಸಂಪನ್ಮೂಲ ಸಂಪದ್ಭರಿತವಾಗಿರಬೇಕು. ಈ ಸಂಪದ್ಭರಿತ ಮಾನವ ಸಂಪನ್ಮೂಲ ನಿರ್ಮಾಣ ಶಿಕ್ಷಕರಿಂದ ಮಾತ್ರ ಸಾಧ್ಯ ಎಂದು ಯೋಜನೆ ಮತ್ತು ಸಾಂಖ್ಯಿಕ ಸಚಿವರು ಹಾಗೂ ಜಿಲ್ಲಾ ಉಸ್ತುವಾರಿ ಸಚಿವ ಡಿ.ಸುಧಾಕರ್ ಹೇಳಿದರು. [402, 196, 675, 290]
column-rule [393, 101, 395, 1412]
byline: ಪಾಂಡವ ನ್ಯೂಸ್, ಬಳ್ಳಾರಿ: [402, 1069, 555, 1085]
paragraph: ಜಿ.ಎಸ್. ಪಾಟೀಲ ಮಾತನಾಡಿ, ಒಬ್ಬ ಶ್ರೇಷ್ಠ ತತ್ವಜ್ಞಾನಿ, ರಾಷ್ಟ್ರಪತಿ ಡಾ. ರಾಧಾಕೃಷ್ಣನ್ ಅವರ ಜನ್ಮದಿನವನ್ನು ಶಿಕ್ಷಕರ ದಿನಾಚರಣೆಯಾಗಿ ಆಚರಿಸುತ್ತಿರುವುದು ಸಂತಸ ತಂದಿದೆ. ಗದಗ ಜಿಲ್ಲೆ ಶೈಕ್ಷಣಿಕ ಪ್ರಗತಿಯಲ್ಲಿ ಮುಂದಿದೆ. ಶಿಕ್ಷಕರು ಸರ್ಕಾರದ ಯೋಜನೆಗಳನ್ನು ಸಮರ್ಪಕವಾಗಿ ಅನುಷ್ಠಾನಗೊಳಿಸಬೇಕು. ಜಿಲ್ಲಾ ಉಸ್ತುವಾರಿ ಸಚಿವರ ಮಾರ್ಗದರ್ಶನದಲ್ಲಿ ಶಿಕ್ಷಣ ಇಲಾಖೆ ಉತ್ತಮ ಕಾರ್ಯ ಮಾಡುತ್ತಿದೆ. ಶಿಕ್ಷಣ ಸಚಿವರು ಶಿಕ್ಷಕರ ಸಮಸ್ಯೆಗಳ ಪರಿಹಾರಕ್ಕೆ ಕ್ರಮ ಕೈಗೊಂಡಿದ್ದಾರೆ. ಪ್ರತಿಯೊಬ್ಬ ವಿದ್ಯಾರ್ಥಿಯ ಕಲಿಕೆಗೆ ಶಿಕ್ಷಕರು ವಿಶೇಷ ಗಮನ ನೀಡಬೇಕು. ಕೇಂದ್ರದಲ್ಲಿ, ರಾಜ್ಯ ಶಿಕ್ಷಣ ನೀತಿಯಲ್ಲಿ ಅಳವಡಿಸಿಕೊಂಡಿರುವ ಹೊಸ ಪದ್ಧತಿಗಳ ಬಗ್ಗೆ ಶಿಕ್ಷಕರು ಅರಿವು ಹೊಂದಬೇಕು. ಮಕ್ಕಳಲ್ಲಿ ಓದುವ ಹವ್ಯಾಸ ಬೆಳೆಸಬೇಕು ಎಂದು ಸಲಹೆ ನೀಡಿದರು. ಶಾಲಾ ಶಿಕ್ಷಣ ಇಲಾಖೆ ಉಪನಿರ್ದೇಶಕರು ಸ್ವಾಗತಿಸಿದರು. [622, 1872, 897, 2124]
article-teachers-col-right [1201, 194, 1490, 835]
photo-mla-event [338, 1523, 898, 1866]
paragraph: ಕೃಷಿ ಇಲಾಖೆ ವತಿಯಿಂದ 2025-26 ನೇ ಸಾಲಿನಲ್ಲಿ ಕೃಷಿ ಭಾಗ್ಯ ಯೋಜನೆಯಡಿ ಅರ್ಹ ರೈತರಿಂದ ಅರ್ಜಿ ಆಹ್ವಾನಿಸಲಾಗಿದೆ. [23, 149, 386, 185]
dateline: ಬಳ್ಳಾರಿ: [1126, 1184, 1161, 1200]
paragraph: ಈ ಶಾಲೆಯ ಸಹ ಶಿಕ್ಷಕರಾದ ಅರ್.ಶಿವಕುಮಾರ್ ಅವರನ್ನು ಶಾಲಾ ಶಿಕ್ಷಣ ಇಲಾಖೆ ವತಿಯಿಂದ ಸನ್ಮಾನಿಸಲಾಯಿತು. ಗೋವಿಂದೇಗೌಡ ಪ್ರಶಸ್ತಿಗೆ ಆಯ್ಕೆಯಾದ ಶಾಲೆಗೆ ಹಾಗೂ ಶಿಕ್ಷಕರಿಗೆ ಜಿಲ್ಲಾ ಪಂಚಾಯಿತಿ ಮುಖ್ಯ ಕಾರ್ಯನಿರ್ವಾಹಕ ಅಧಿಕಾರಿ ಅವರು ಅಭಿನಂದಿಸಿದ್ದಾರೆ. [23, 1117, 386, 1193]
dateline: ಮುಲ್ಕಲ್ಲು: [402, 1304, 450, 1319]
dateline: ಚಿತ್ರದುರ್ಗ: [23, 1059, 74, 1074]
article-mla-col4 [906, 1523, 1185, 2407]
paragraph: ಗುರುಭವನ ನಿರ್ಮಾಣಕ್ಕೆ ರೂ.2 ಕೋಟಿ: ಜಿಲ್ಲಾ ಕೇಂದ್ರ ಚಿತ್ರದುರ್ಗ ನಗರದಲ್ಲಿ ಗುರುಭವನ ನಿರ್ಮಾಣಕ್ಕೆ ರೂ.2 ಕೋಟಿ ಅನುದಾನ ನೀಡಲಾಗುವುದು ಎಂದು ಸಚಿವ ಡಿ.ಸುಧಾಕರ್ ಭರವಸೆ ನೀಡಿದರು. [939, 533, 1192, 608]
website-link[interactable]: eibi.karnataka.gov.in [1246, 1263, 1409, 1279]
paragraph: ತತ್ವಜ್ಞಾನಿ, ಶ್ರೇಷ್ಠ ಶಿಕ್ಷಕ, ರಾಷ್ಟ್ರಪತಿಗಳಾಗಿದ್ದ ಡಾ. ರಾಧಾಕೃಷ್ಣನ್‌ರವರ ಶಿಸ್ತು, ಶ್ರದ್ಧೆ ನಮಗೆಲ್ಲ ಮಾದರಿಯಾಗಬೇಕಿದೆ ಎಂದು ವಿಧಾನ ಪರಿಷತ್ ಶಾಸಕ ಎಸ್.ವಿ.ಸಂಕನೂರ ಅವರು ಅಭಿಪ್ರಾಯ ಪಟ್ಟರು. ನಗರದ ಡಾ.ಬಿ.ಆರ್.ಅಂಬೇಡ್ಕರ್ ಭವನದಲ್ಲಿ ಗದಗ ಜಿಲ್ಲಾಡಳಿತ, ಜಿಲ್ಲಾ ಪಂಚಾಯತ್, ಶಾಲಾ ಶಿಕ್ಷಣ ಇಲಾಖೆ ವತಿಯಿಂದ ಡಾ. ಸರ್ವಪಲ್ಲಿ ರಾಧಾಕೃಷ್ಣನ್‌ರವರ ಜನ್ಮದಿನಾಚರಣೆ ಅಂಗವಾಗಿ ಜಿಲ್ಲಾ ಮಟ್ಟದ ಶಿಕ್ಷಕರ ದಿನಾಚರಣೆ, ಜಿಲ್ಲಾ ಉತ್ತಮ ಶಿಕ್ಷಕ ಪ್ರಶಸ್ತಿ ಪ್ರದಾನ ಹಾಗೂ ನಿವೃತ್ತ ಶಿಕ್ಷಕರ ಸನ್ಮಾನ ಸಮಾರಂಭ ಕಾರ್ಯಕ್ರಮವನ್ನು ಉದ್ಘಾಟಿಸಿ ಮಾತನಾಡಿದರು. [23, 1524, 330, 1698]
photo-banner: ಡಾ. ಸರ್ವಪಲ್ಲಿ ರಾಧಾಕೃಷ್ಣನ್‌ರವರ ಜನ್ಮದಿನಾಚರಣೆ [455, 1530, 701, 1551]
paragraph: ಸೂಕ್ಷ್ಮ ನೀರಾವರಿ ಯೋಜನೆಯಡಿ ತುಂತುರು ನೀರಾವರಿ ಘಟಕಗಳಿಗೆ ಹಾಗೂ ಹನಿ ನೀರಾವರಿ ಘಟಕಗಳಿಗೆ (ಕೃಷಿ ಬೆಳೆಗಳಿಗೆ ಮಾತ್ರ) ಎಲ್ಲಾ ವರ್ಗದ ರೈತರಿಗೆ ಶೇ.90 ರಷ್ಟು ಸಹಾಯಧನ ನೀಡಲಾಗುತ್ತಿದೆ. ಕೊಳವೆ ಬಾವಿ ಅಥವಾ ನೀರಾವರಿ ಮೂಲ ಹೊಂದಿರುವ ರೈತರು ಅರ್ಜಿ ಸಲ್ಲಿಸಬಹುದು. [23, 251, 386, 326]
photo-sign-top: & REHAB [774, 898, 837, 913]
paragraph: ಪ್ರಸ್ತುತ ಸಮಾಜದಲ್ಲಿ ಮೌಲ್ಯಗಳ ದಿನೇ ದಿನೇ ಕುಸಿಯುತ್ತಿರುವುದು ಆತಂಕದ ವಿಷಯವಾಗಿದೆ. ಶಿಕ್ಷಕರು ತಮ್ಮ ಪಾಠ ಬೋಧನೆಯ ಜೊತೆ ಜೊತೆಗೆ ವಿದ್ಯಾರ್ಥಿಗಳಿಗೆ ಮಾನವೀಯ ಹಾಗೂ ನೈತಿಕ ಮೌಲ್ಯಗಳನ್ನು ಕಲಿಸಬೇಕು ಎಂದರು. [402, 650, 675, 726]
article-schemes-body [23, 147, 386, 955]
